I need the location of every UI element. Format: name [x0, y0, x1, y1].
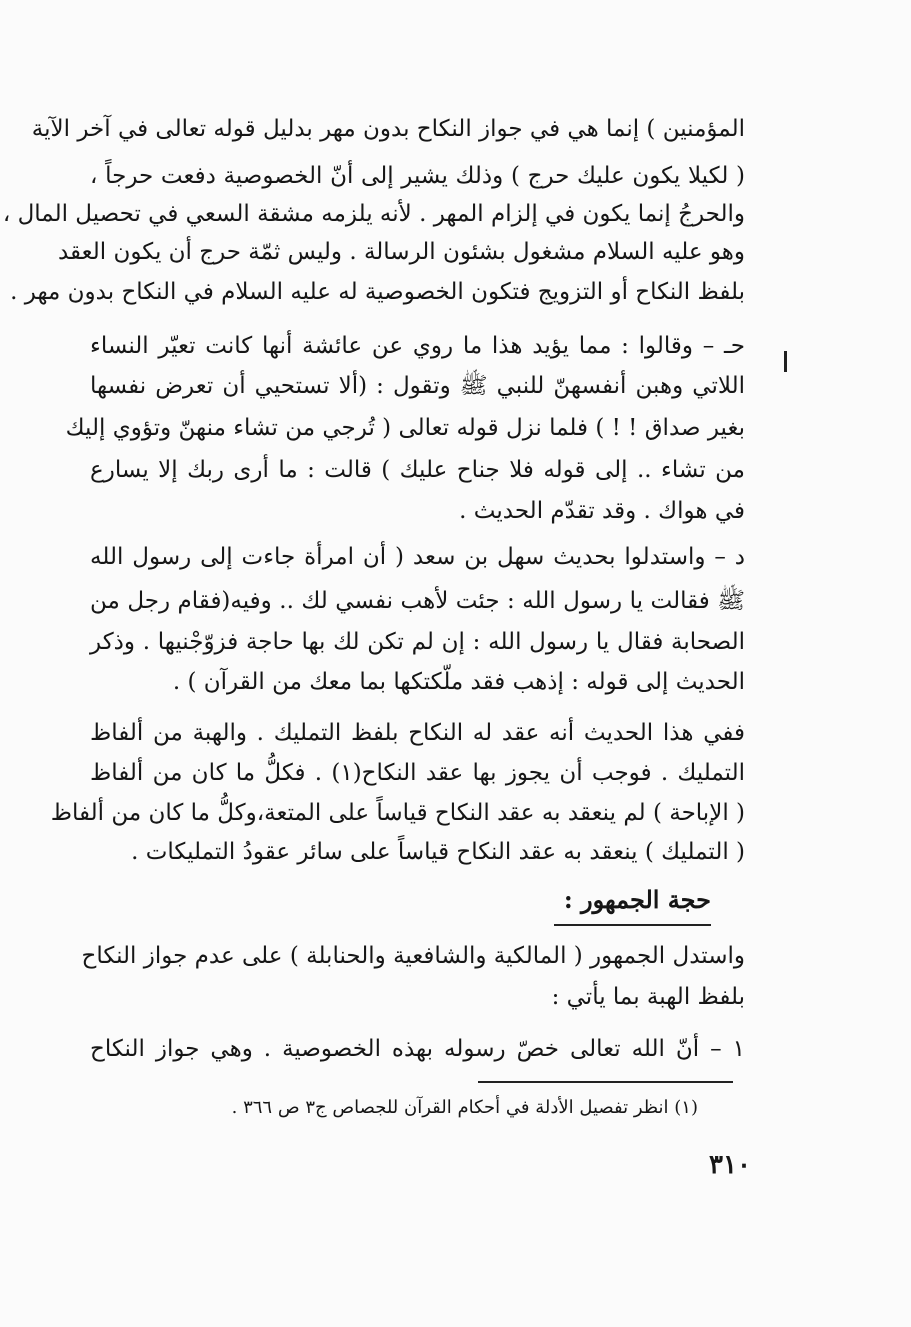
paragraph-6-line-1: ١ – أنّ الله تعالى خصّ رسوله بهذه الخصوصية . وهي جواز النكاح	[90, 1036, 745, 1062]
paragraph-2-line-1: حـ – وقالوا : مما يؤيد هذا ما روي عن عائشة أنها كانت تعيّر النساء	[90, 333, 745, 359]
paragraph-2-line-3: بغير صداق ! ! ) فلما نزل قوله تعالى ( تُرجي من تشاء منهنّ وتؤوي إليك	[65, 415, 745, 441]
paragraph-2-line-2: اللاتي وهبن أنفسهنّ للنبي ﷺ وتقول : (ألا تستحيي أن تعرض نفسها	[90, 373, 745, 399]
page-number: ٣١٠	[709, 1150, 751, 1180]
paragraph-4-line-3: ( الإباحة ) لم ينعقد به عقد النكاح قياساً على المتعة،وكلُّ ما كان من ألفاظ	[50, 800, 745, 826]
paragraph-3-line-3: الصحابة فقال يا رسول الله : إن لم تكن لك بها حاجة فزوّجْنيها . وذكر	[90, 629, 745, 655]
paragraph-2-line-4: من تشاء .. إلى قوله فلا جناح عليك ) قالت : ما أرى ربك إلا يسارع	[90, 457, 745, 483]
paragraph-4-line-2: التمليك . فوجب أن يجوز بها عقد النكاح(١) . فكلُّ ما كان من ألفاظ	[90, 760, 745, 786]
margin-mark	[784, 351, 787, 372]
footnote-divider	[478, 1081, 733, 1083]
section-heading: حجة الجمهور :	[563, 885, 711, 914]
paragraph-4-line-4: ( التمليك ) ينعقد به عقد النكاح قياساً على سائر عقودُ التمليكات .	[131, 839, 745, 865]
paragraph-3-line-1: د – واستدلوا بحديث سهل بن سعد ( أن امرأة جاءت إلى رسول الله	[90, 544, 745, 570]
heading-underline	[554, 924, 711, 926]
paragraph-3-line-4: الحديث إلى قوله : إذهب فقد ملّكتكها بما معك من القرآن ) .	[172, 669, 745, 695]
paragraph-1-line-5: بلفظ النكاح أو التزويج فتكون الخصوصية له عليه السلام في النكاح بدون مهر .	[10, 279, 745, 305]
paragraph-5-line-2: بلفظ الهبة بما يأتي :	[551, 984, 745, 1010]
paragraph-3-line-2: ﷺ فقالت يا رسول الله : جئت لأهب نفسي لك .. وفيه(فقام رجل من	[90, 588, 745, 614]
paragraph-1-line-2: ( لكيلا يكون عليك حرج ) وذلك يشير إلى أنّ الخصوصية دفعت حرجاً ،	[90, 163, 745, 189]
paragraph-5-line-1: واستدل الجمهور ( المالكية والشافعية والحنابلة ) على عدم جواز النكاح	[81, 943, 745, 969]
paragraph-1-line-1: المؤمنين ) إنما هي في جواز النكاح بدون مهر بدليل قوله تعالى في آخر الآية	[31, 116, 745, 142]
paragraph-2-line-5: في هواك . وقد تقدّم الحديث .	[459, 498, 745, 524]
paragraph-4-line-1: ففي هذا الحديث أنه عقد له النكاح بلفظ التمليك . والهبة من ألفاظ	[90, 720, 745, 746]
paragraph-1-line-3: والحرجُ إنما يكون في إلزام المهر . لأنه يلزمه مشقة السعي في تحصيل المال ،	[2, 201, 745, 227]
footnote: (١) انظر تفصيل الأدلة في أحكام القرآن للجصاص ج٣ ص ٣٦٦ .	[231, 1097, 698, 1118]
paragraph-1-line-4: وهو عليه السلام مشغول بشئون الرسالة . وليس ثمّة حرج أن يكون العقد	[57, 239, 745, 265]
